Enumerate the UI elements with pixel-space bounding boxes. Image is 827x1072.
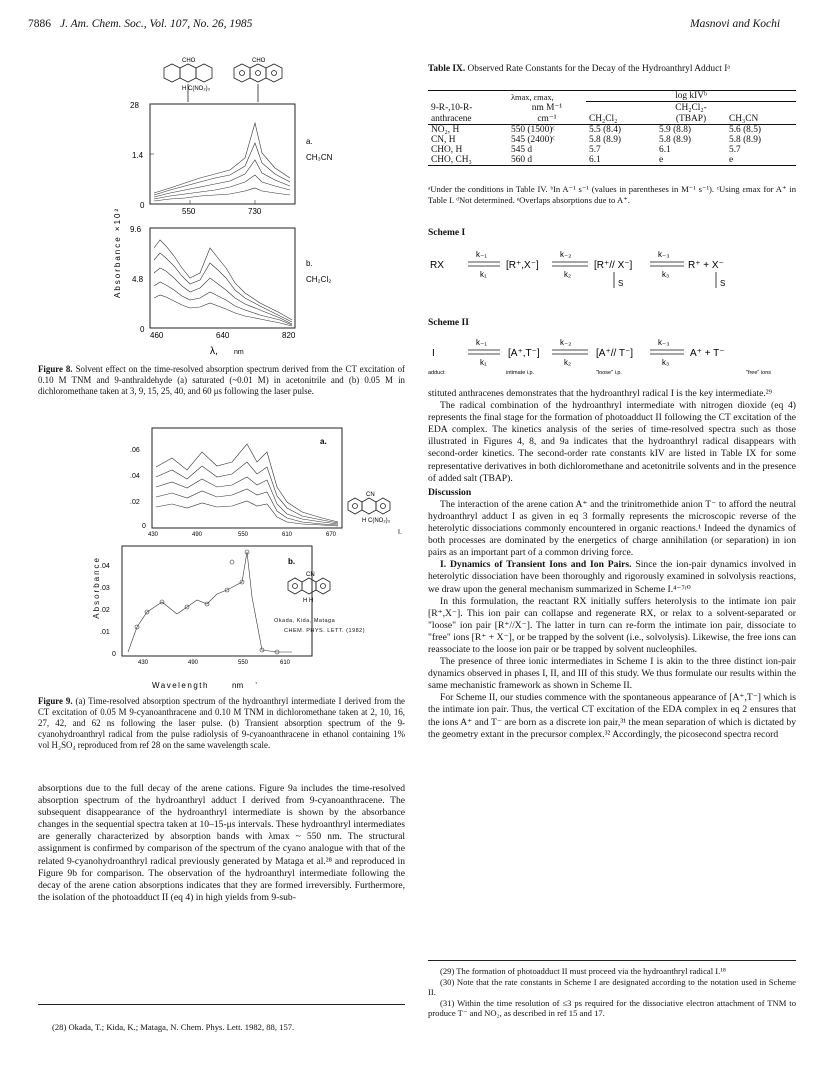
table-cell: CHO, CH₃	[431, 154, 472, 165]
rate-label: k₂	[564, 358, 572, 367]
xaxis-label: λ,	[210, 346, 218, 357]
table-row	[428, 145, 796, 155]
caption-title: Figure 9.	[38, 696, 73, 706]
table-row	[428, 155, 796, 166]
ytick-label: .02	[100, 607, 110, 614]
caption-text: Solvent effect on the time-resolved absorption spectrum derived from the CT excitation of 0.10 M TNM and 9-anthraldehyde (a) saturated (~0.01 M) in acetonitrile and (b) 0.05 M in dichloromethane taken at 3, 9, 15, 25, 40, and 60 μs following the laser pulse.	[38, 364, 406, 396]
paragraph: absorptions due to the full decay of the arene cations. Figure 9a includes the time-resolved absorption spectrum of the hydroanthryl adduct I derived from 9-cyanoanthracene. The subsequent disappearance of the hydroanthryl intermediate is shown by the absorbance changes in the sequential spectra taken at 10–15-μs intervals. These hydroanthryl intermediates are generally characterized by absorption bands with λmax ~ 550 nm. The structural assignment is confirmed by comparison of the spectrum of the cyano analogue with that of the related 9-cyanohydroanthryl radical previously generated by Mataga et al.²⁸ and reproduced in Figure 9b for comparison. The observation of the hydroanthryl intermediate following the decay of the arene cation absorptions indicates that they are formed irreversibly. Furthermore, the isolation of the photoadduct II (eq 4) in high yields from 9-sub-	[38, 783, 405, 903]
table-cell: 5.5 (8.4)	[589, 124, 622, 135]
right-body-text	[428, 388, 796, 741]
table-cell: NO₂, H	[431, 124, 460, 135]
struct-label: H C(NO₂)₃	[182, 86, 211, 92]
cyanohydroanthryl-structure-icon	[280, 568, 350, 618]
xtick-label: 460	[150, 331, 164, 340]
table-cell: 550 (1500)ᶜ	[511, 124, 555, 135]
col-header: (TBAP)	[675, 113, 707, 124]
xaxis-unit: nm	[234, 349, 244, 356]
table-cell: 545 (2400)ᶜ	[511, 134, 555, 145]
struct-label: I.	[398, 529, 402, 536]
rate-label: k₃	[662, 358, 670, 367]
paragraph: stituted anthracenes demonstrates that the hydroanthryl radical I is the key intermediate.²⁹	[428, 388, 773, 399]
source-credit: CHEM. PHYS. LETT. (1982)	[284, 628, 366, 634]
footnote-29: (29) The formation of photoadduct II must proceed via the hydroanthryl radical I.¹⁸	[440, 966, 726, 976]
table-title-bold: Table IX.	[428, 64, 466, 74]
table-cell: 5.8 (8.9)	[659, 134, 692, 145]
rate-label: k₋₃	[658, 338, 670, 347]
species: [A⁺// T⁻]	[596, 348, 634, 359]
panel-b-frame	[150, 228, 295, 328]
ytick-label: .01	[100, 629, 110, 636]
species-sublabel: "free" ions	[746, 370, 771, 376]
col-header: CH₂Cl₂-	[675, 102, 707, 113]
xtick-label: 490	[188, 660, 199, 666]
species-sublabel: "loose" i.p.	[596, 370, 622, 376]
scheme2-diagram	[428, 334, 796, 380]
paragraph-text: Since the ion-pair dynamics involved in heterolytic dissociation have been thoroughly and rigorously examined in solvolysis reactions, we draw upon the general mechanism summarized in Scheme I.⁴⁻⁷ʳ⁰	[428, 559, 796, 595]
panel-label: a.	[320, 437, 327, 446]
xtick-label: 820	[282, 331, 296, 340]
table-cell: 6.1	[589, 154, 601, 165]
species-sublabel: adduct	[428, 370, 445, 376]
table-cell: 5.7	[729, 144, 741, 155]
ytick-label: 1.4	[132, 151, 144, 160]
panel-label: a.	[306, 137, 313, 146]
rate-label: k₋₁	[476, 338, 487, 347]
panel-label: b.	[288, 557, 296, 566]
xtick-label: 490	[192, 532, 203, 538]
table-cell: CHO, H	[431, 144, 463, 155]
table-cell: 5.9 (8.8)	[659, 124, 692, 135]
paragraph: The presence of three ionic intermediates in Scheme I is akin to the three distinct ion-pair dynamics observed in phases I, II, and III of this study. We thus formulate our results within the same mechanistic framework as shown in Scheme II.	[428, 656, 796, 692]
table-cell: e	[659, 154, 664, 165]
species: R⁺ + X⁻	[688, 260, 724, 271]
struct-label: H C(NO₂)₃	[362, 518, 391, 524]
solvent-label: S	[720, 279, 726, 288]
species-sublabel: intimate i.p.	[506, 370, 535, 376]
species: [R⁺// X⁻]	[594, 260, 633, 271]
scheme1-title: Scheme I	[428, 228, 466, 238]
struct-label: CN	[366, 492, 375, 498]
panel-a-frame	[150, 104, 295, 204]
footnote-30: (30) Note that the rate constants in Scheme I are designated according to the notation used in Scheme II.	[428, 976, 796, 998]
panel-label: b.	[306, 259, 313, 268]
rate-label: k₋₂	[560, 250, 572, 259]
struct-label: CHO	[252, 58, 266, 64]
rate-label: k₃	[662, 270, 670, 279]
table-title-text: Observed Rate Constants for the Decay of the Hydroanthryl Adduct Iᵃ	[467, 64, 730, 74]
rate-label: k₂	[564, 270, 572, 279]
scheme1-diagram	[428, 244, 796, 304]
xaxis-label: Wavelength	[152, 681, 209, 690]
xtick-label: 670	[326, 532, 337, 538]
paragraph: The interaction of the arene cation A⁺ and the trinitromethide anion T⁻ to afford the neutral hydroanthryl adduct I as given in eq 3 formally represents the microscopic reverse of the heterolytic dissociations commonly encountered in organic reactions.¹ Indeed the dynamics of both processes are dominated by the energetics of charge annihilation (or separation) in ion pairs as an important part of a common driving force.	[428, 498, 796, 559]
ytick-label: 0	[140, 201, 145, 210]
ytick-label: .04	[130, 473, 140, 480]
figure9-caption	[38, 696, 405, 751]
rate-label: k₋₁	[476, 250, 487, 259]
ytick-label: .06	[130, 447, 140, 454]
figure8-caption	[38, 364, 405, 397]
figure8-chart	[110, 98, 340, 358]
panel-a-frame	[152, 428, 342, 528]
xtick-label: 430	[148, 532, 159, 538]
right-footnotes	[428, 966, 796, 1019]
col-header: cm⁻¹	[537, 113, 557, 124]
caption-text: (a) Time-resolved absorption spectrum of the hydroanthryl intermediate I derived from the CT excitation of 0.05 M 9-cyanoanthracene and 0.10 M TNM in dichloromethane taken at 2, 10, 16, 27, 42, and 62 ns following the laser pulse. (b) Transient absorption spectrum of the 9-cyanohydroanthryl radical from the pulse radiolysis of 9-cyanoanthracene in ethanol containing 1% vol H₂SO₄ reproduced from ref 28 on the same wavelength scale.	[38, 696, 405, 750]
col-header: CH₂Cl₂	[589, 113, 618, 124]
xtick-label: 610	[282, 532, 293, 538]
species: [A⁺,T⁻]	[508, 348, 540, 359]
xaxis-unit: nm	[232, 681, 244, 690]
paragraph: The radical combination of the hydroanthryl intermediate with nitrogen dioxide (eq 4) represents the final stage for the formation of photoadduct II following the CT excitation of the EDA complex. The kinetics analysis of the series of time-resolved spectra such as those illustrated in Figures 4, 8, and 9a indicates that the hydroanthryl radical disappears with second-order kinetics. The second-order rate constants kIV are listed in Table IX for some representative derivatives in both dichloromethane and acetonitrile solvents and in the presence of added salt (TBAP).	[428, 400, 796, 484]
col-header: λmax, εmax,	[511, 92, 554, 102]
rate-label: k₋₃	[658, 250, 670, 259]
ytick-label: 4.8	[132, 275, 144, 284]
ytick-label: 0	[112, 651, 116, 658]
struct-label: H H	[303, 598, 314, 604]
caption-title: Figure 8.	[38, 364, 73, 374]
col-group-header: log kIVᵇ	[586, 91, 796, 102]
table-cell: 5.6 (8.5)	[729, 124, 762, 135]
ytick-label: 0	[140, 325, 145, 334]
table-row	[428, 124, 796, 135]
xtick-label: 550	[238, 660, 249, 666]
xtick-label: 610	[280, 660, 291, 666]
solvent-label: S	[618, 279, 624, 288]
ytick-label: .03	[100, 585, 110, 592]
yaxis-label: Absorbance ×10²	[113, 206, 122, 298]
paragraph: For Scheme II, our studies commence with the spontaneous appearance of [A⁺,T⁻] which is the intimate ion pair. Thus, the vertical CT excitation of the EDA complex in eq 2 ensures that the ions A⁺ and T⁻ are born as a discrete ion pair,³¹ the mean separation of which is dictated by the geometry extant in the precursor complex.³² Accordingly, the picosecond spectra record	[428, 692, 796, 740]
species: I	[432, 348, 435, 359]
xtick-label: 730	[248, 207, 262, 216]
footnote-31: (31) Within the time resolution of ≤3 ps required for the dissociative electron attachment of TNM to produce T⁻ and NO₂, as described in ref 15 and 17.	[428, 997, 796, 1019]
page-number: 7886	[28, 18, 51, 30]
ytick-label: 9.6	[130, 225, 142, 234]
structure-I-icon	[340, 488, 410, 548]
footnote-28: (28) Okada, T.; Kida, K.; Mataga, N. Chem. Phys. Lett. 1982, 88, 157.	[52, 1022, 295, 1032]
table-cell: 6.1	[659, 144, 671, 155]
rate-label: k₁	[480, 358, 487, 367]
rate-constant-table	[428, 91, 796, 166]
col-header: nm M⁻¹	[531, 102, 563, 113]
table-cell: 560 d	[511, 154, 533, 165]
section-heading: Discussion	[428, 486, 472, 498]
table9	[428, 90, 796, 166]
ytick-label: 0	[142, 523, 146, 530]
species: RX	[430, 260, 444, 271]
source-credit: Okada, Kida, Mataga	[274, 618, 336, 624]
ytick-label: .02	[130, 499, 140, 506]
table-cell: CN, H	[431, 134, 456, 145]
table-cell: 5.8 (8.9)	[729, 134, 762, 145]
rate-label: k₋₂	[560, 338, 572, 347]
yaxis-label: Absorbance	[92, 556, 101, 619]
col-header: CH₃CN	[729, 113, 759, 124]
paragraph: In this formulation, the reactant RX initially suffers heterolysis to the intimate ion pair [R⁺,X⁻]. This ion pair can collapse and regenerate RX, or relax to a solvent-separated or "loose" ion pair [R⁺//X⁻]. The latter in turn can re-form the intimate ion pair, dissociate to "free" ions [R⁺ + X⁻], or be trapped by the solvent (i.e., solvolysis). Likewise, the free ions can reassociate to the loose ion pair or be trapped by solvent nucleophiles.	[428, 595, 796, 655]
solvent-label: CH₂Cl₂	[306, 275, 332, 284]
ytick-label: .04	[100, 563, 110, 570]
solvent-label: CH₃CN	[306, 153, 333, 162]
journal-citation: J. Am. Chem. Soc., Vol. 107, No. 26, 1985	[60, 18, 253, 30]
xtick-label: 430	[138, 660, 149, 666]
left-body-text	[38, 783, 405, 904]
col-header: 9-R-,10-R-	[431, 102, 473, 113]
struct-label: CN	[306, 572, 315, 578]
table-cell: 5.8 (8.9)	[589, 134, 622, 145]
col-header: anthracene	[431, 113, 472, 124]
species: A⁺ + T⁻	[690, 348, 725, 359]
running-authors: Masnovi and Kochi	[690, 18, 781, 30]
table-cell: 5.7	[589, 144, 601, 155]
table9-title	[428, 64, 796, 76]
rate-label: k₁	[480, 270, 487, 279]
table9-footnote: ᵃUnder the conditions in Table IV. ᵇIn A⁻¹ s⁻¹ (values in parentheses in M⁻¹ s⁻¹). ᶜUsing εmax for A⁺ in Table I. ᵈNot determined. ᵉOverlaps absorptions due to A⁺.	[428, 184, 796, 205]
xtick-label: 640	[216, 331, 230, 340]
anthracene-structure-icon	[110, 54, 310, 104]
table-cell: e	[729, 154, 734, 165]
subsection-heading: I. Dynamics of Transient Ions and Ion Pairs.	[440, 559, 632, 571]
species: [R⁺,X⁻]	[506, 260, 539, 271]
table-cell: 545 d	[511, 144, 533, 155]
scheme2-title: Scheme II	[428, 318, 469, 328]
table-row	[428, 135, 796, 145]
struct-label: CHO	[182, 58, 196, 64]
xtick-label: 550	[238, 532, 249, 538]
xtick-label: 550	[182, 207, 196, 216]
figure9-chart	[92, 422, 412, 702]
paragraph	[428, 559, 796, 595]
figure8-structures	[110, 54, 266, 104]
ytick-label: 28	[130, 101, 139, 110]
